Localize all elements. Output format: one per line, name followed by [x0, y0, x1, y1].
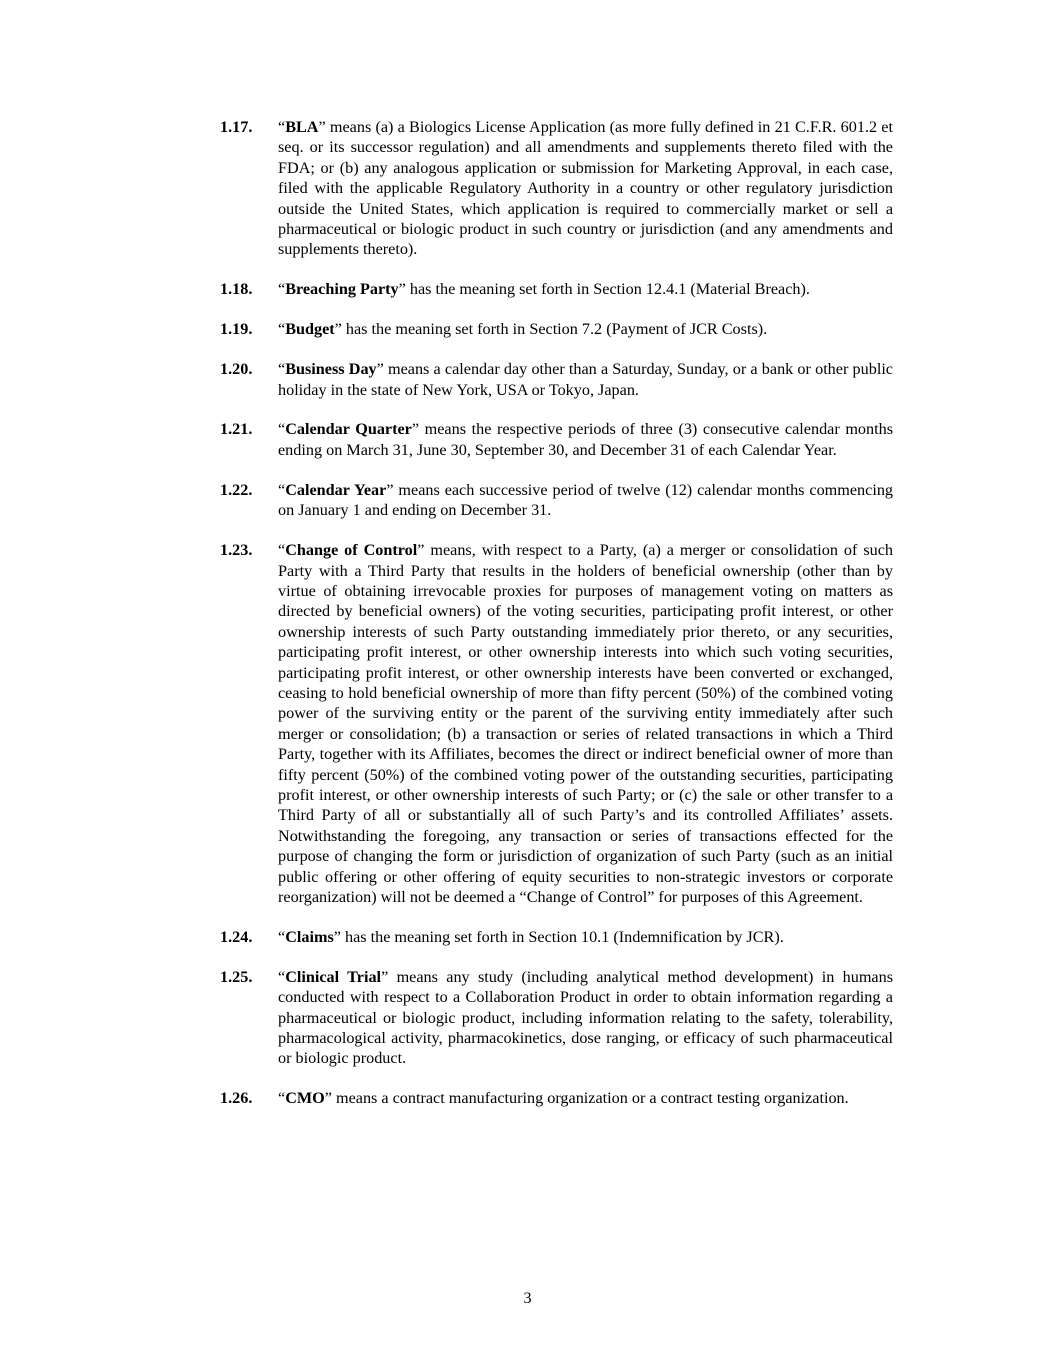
defined-term: Breaching Party	[285, 280, 399, 299]
open-quote: “	[278, 967, 286, 986]
definition-body	[278, 480, 893, 521]
defined-term: Claims	[285, 927, 334, 946]
definition-item	[220, 540, 893, 907]
defined-term: Calendar Quarter	[285, 420, 412, 439]
definition-number: 1.21.	[220, 420, 253, 439]
definition-number: 1.22.	[220, 480, 253, 499]
definition-number: 1.19.	[220, 320, 253, 339]
definition-body	[278, 359, 893, 400]
open-quote: “	[278, 927, 286, 946]
open-quote: “	[278, 420, 286, 439]
definition-body	[278, 419, 893, 460]
defined-term: BLA	[285, 118, 319, 136]
open-quote: “	[278, 480, 286, 499]
definition-body	[278, 927, 893, 947]
open-quote: “	[278, 320, 286, 339]
definition-text: ” means a calendar day other than a Saturday, Sunday, or a bank or other public holiday in the state of New York, USA or Tokyo, Japan.	[278, 360, 893, 399]
defined-term: Clinical Trial	[285, 967, 382, 986]
definition-body	[278, 540, 893, 907]
defined-term: CMO	[285, 1089, 325, 1108]
defined-term: Calendar Year	[285, 480, 387, 499]
definition-body	[278, 967, 893, 1069]
open-quote: “	[278, 1089, 286, 1108]
defined-term: Budget	[285, 320, 335, 339]
open-quote: “	[278, 360, 286, 379]
definition-text: ” has the meaning set forth in Section 10.1 (Indemnification by JCR).	[333, 927, 784, 946]
definition-item	[220, 279, 893, 299]
definitions-list	[220, 117, 893, 1128]
definition-text: ” has the meaning set forth in Section 12.4.1 (Material Breach).	[398, 280, 810, 299]
definition-number: 1.23.	[220, 541, 253, 560]
definition-item	[220, 319, 893, 339]
defined-term: Change of Control	[285, 541, 418, 560]
definition-number: 1.20.	[220, 360, 253, 379]
definition-body	[278, 117, 893, 260]
definition-item	[220, 419, 893, 460]
definition-item	[220, 927, 893, 947]
definition-item	[220, 480, 893, 521]
definition-text: ” means, with respect to a Party, (a) a merger or consolidation of such Party with a Third Party that results in the holders of beneficial ownership (other than by virtue of obtaining irrevocable proxies for purposes of management voting on matters as directed by beneficial owners) of the voting securities, participating profit interest, or other ownership interests of such Party outstanding immediately prior thereto, or any securities, participating profit interest, or other ownership interests into which such voting securities, participating profit interest, or other ownership interests have been converted or exchanged, ceasing to hold beneficial ownership of more than fifty percent (50%) of the combined voting power of the surviving entity or the parent of the surviving entity immediately after such merger or consolidation; (b) a transaction or series of related transactions in which a Third Party, together with its Affiliates, becomes the direct or indirect beneficial owner of more than fifty percent (50%) of the combined voting power of the outstanding securities, participating profit interest, or other ownership interests of such Party; or (c) the sale or other transfer to a Third Party of all or substantially all of such Party’s and its controlled Affiliates’ assets. Notwithstanding the foregoing, any transaction or series of transactions effected for the purpose of changing the form or jurisdiction of organization of such Party (such as an initial public offering or other offering of equity securities to non-strategic investors or corporate reorganization) will not be deemed a “Change of Control” for purposes of this Agreement.	[278, 541, 893, 906]
open-quote: “	[278, 280, 286, 299]
definition-text: ” means a contract manufacturing organization or a contract testing organization.	[324, 1089, 849, 1108]
definition-item	[220, 117, 893, 260]
definition-number: 1.17.	[220, 118, 253, 136]
definition-body	[278, 279, 893, 299]
definition-item	[220, 967, 893, 1069]
definition-body	[278, 319, 893, 339]
definition-number: 1.25.	[220, 967, 253, 986]
definition-text: ” means (a) a Biologics License Application (as more fully defined in 21 C.F.R. 601.2 et seq. or its successor regulation) and all amendments and supplements thereto filed with the FDA; or (b) any analogous application or submission for Marketing Approval, in each case, filed with the applicable Regulatory Authority in a country or other regulatory jurisdiction outside the United States, which application is required to commercially market or sell a pharmaceutical or biologic product in such country or jurisdiction (and any amendments and supplements thereto).	[278, 118, 893, 259]
defined-term: Business Day	[285, 360, 377, 379]
definition-text: ” has the meaning set forth in Section 7.2 (Payment of JCR Costs).	[334, 320, 768, 339]
definition-text: ” means any study (including analytical method development) in humans conducted with respect to a Collaboration Product in order to obtain information regarding a pharmaceutical or biologic product, including information relating to the safety, tolerability, pharmacological activity, pharmacokinetics, dose ranging, or efficacy of such pharmaceutical or biologic product.	[278, 967, 893, 1068]
open-quote: “	[278, 118, 286, 136]
definition-number: 1.26.	[220, 1089, 253, 1108]
definition-text: ” means each successive period of twelve (12) calendar months commencing on January 1 and ending on December 31.	[278, 480, 894, 520]
open-quote: “	[278, 541, 286, 560]
definition-body	[278, 1088, 893, 1108]
definition-number: 1.18.	[220, 280, 253, 299]
definition-number: 1.24.	[220, 927, 253, 946]
definition-item	[220, 1088, 893, 1108]
definition-item	[220, 359, 893, 400]
page-number: 3	[523, 1289, 532, 1307]
definition-text: ” means the respective periods of three (3) consecutive calendar months ending on March 31, June 30, September 30, and December 31 of each Calendar Year.	[278, 420, 893, 459]
